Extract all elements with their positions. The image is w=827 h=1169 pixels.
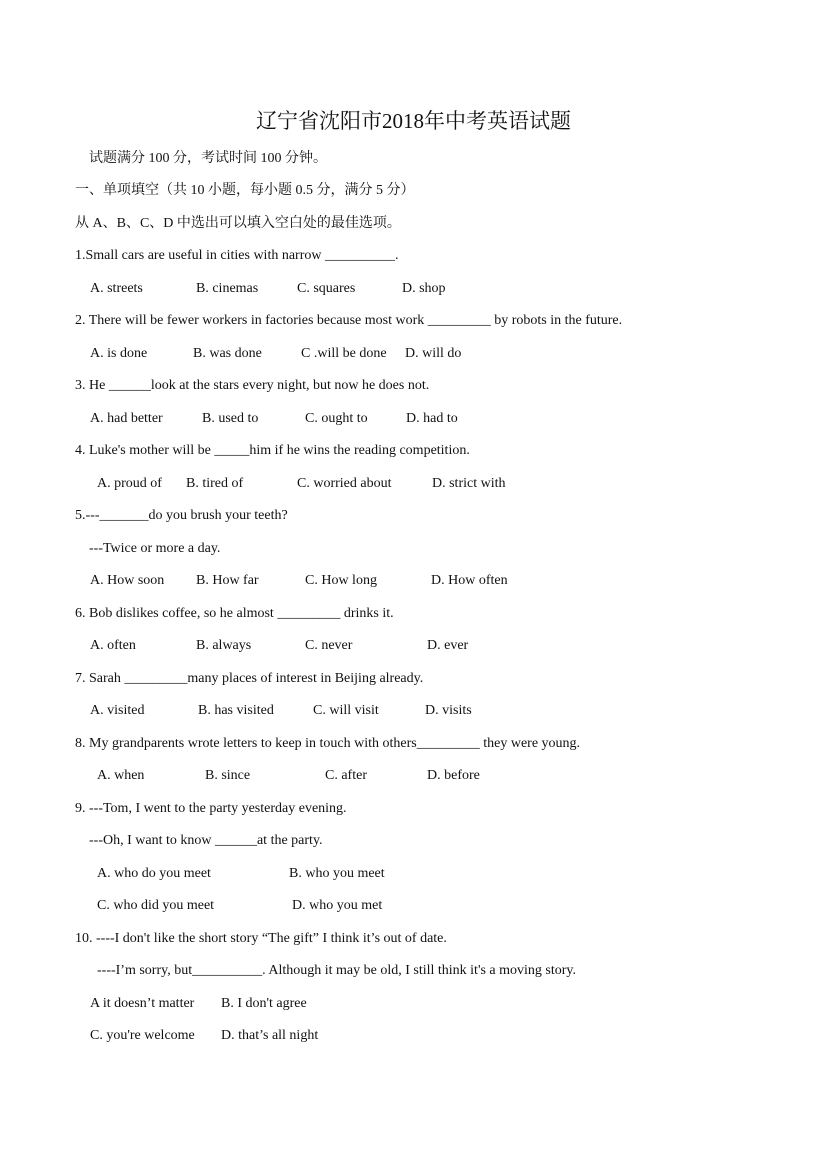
- q5-option-b: B. How far: [196, 573, 259, 588]
- q7-option-d: D. visits: [425, 703, 472, 718]
- q6-option-c: C. never: [305, 638, 353, 653]
- q10-option-c: C. you're welcome: [90, 1028, 195, 1043]
- q2-option-a: A. is done: [90, 346, 148, 361]
- q8-option-b: B. since: [205, 768, 251, 783]
- question-9-reply: ---Oh, I want to know ______at the party.: [89, 833, 323, 848]
- question-10: 10. ----I don't like the short story “The gift” I think it’s out of date.: [75, 931, 447, 946]
- q8-option-c: C. after: [325, 768, 367, 783]
- question-3: 3. He ______look at the stars every night, but now he does not.: [75, 378, 430, 393]
- q1-option-b: B. cinemas: [196, 281, 259, 296]
- q4-option-d: D. strict with: [432, 476, 506, 491]
- q3-option-b: B. used to: [202, 411, 259, 426]
- q1-option-c: C. squares: [297, 281, 356, 296]
- q3-option-c: C. ought to: [305, 411, 368, 426]
- q1-option-a: A. streets: [90, 281, 143, 296]
- q7-option-a: A. visited: [90, 703, 145, 718]
- question-9: 9. ---Tom, I went to the party yesterday evening.: [75, 801, 347, 816]
- question-10-reply: ----I’m sorry, but__________. Although it may be old, I still think it's a moving story.: [97, 963, 577, 978]
- q5-option-d: D. How often: [431, 573, 508, 588]
- section-instruction: 从 A、B、C、D 中选出可以填入空白处的最佳选项。: [75, 216, 401, 231]
- q6-option-d: D. ever: [427, 638, 469, 653]
- q10-option-a: A it doesn’t matter: [90, 996, 195, 1011]
- q6-option-a: A. often: [90, 638, 136, 653]
- q8-option-a: A. when: [97, 768, 145, 783]
- question-5: 5.---_______do you brush your teeth?: [75, 508, 288, 523]
- exam-intro: 试题满分 100 分，考试时间 100 分钟。: [89, 151, 327, 166]
- q2-option-d: D. will do: [405, 346, 462, 361]
- q2-option-c: C .will be done: [301, 346, 387, 361]
- q2-option-b: B. was done: [193, 346, 262, 361]
- q9-option-d: D. who you met: [292, 898, 383, 913]
- q9-option-c: C. who did you meet: [97, 898, 215, 913]
- q8-option-d: D. before: [427, 768, 480, 783]
- section-heading: 一、单项填空（共 10 小题，每小题 0.5 分，满分 5 分）: [75, 183, 415, 198]
- q4-option-a: A. proud of: [97, 476, 162, 491]
- question-5-reply: ---Twice or more a day.: [89, 541, 221, 556]
- question-8: 8. My grandparents wrote letters to keep in touch with others_________ they were young.: [75, 736, 581, 751]
- q4-option-c: C. worried about: [297, 476, 392, 491]
- page-title: 辽宁省沈阳市2018年中考英语试题: [256, 109, 571, 133]
- q9-option-a: A. who do you meet: [97, 866, 211, 881]
- question-1: 1.Small cars are useful in cities with narrow __________.: [75, 248, 399, 263]
- question-6: 6. Bob dislikes coffee, so he almost _________ drinks it.: [75, 606, 394, 621]
- q10-option-b: B. I don't agree: [221, 996, 307, 1011]
- question-4: 4. Luke's mother will be _____him if he wins the reading competition.: [75, 443, 470, 458]
- q5-option-c: C. How long: [305, 573, 377, 588]
- q6-option-b: B. always: [196, 638, 252, 653]
- q9-option-b: B. who you meet: [289, 866, 385, 881]
- question-2: 2. There will be fewer workers in factories because most work _________ by robots in the future.: [75, 313, 623, 328]
- q10-option-d: D. that’s all night: [221, 1028, 319, 1043]
- q1-option-d: D. shop: [402, 281, 446, 296]
- q3-option-a: A. had better: [90, 411, 163, 426]
- q3-option-d: D. had to: [406, 411, 458, 426]
- q5-option-a: A. How soon: [90, 573, 165, 588]
- q7-option-c: C. will visit: [313, 703, 379, 718]
- question-7: 7. Sarah _________many places of interest in Beijing already.: [75, 671, 424, 686]
- q7-option-b: B. has visited: [198, 703, 274, 718]
- q4-option-b: B. tired of: [186, 476, 244, 491]
